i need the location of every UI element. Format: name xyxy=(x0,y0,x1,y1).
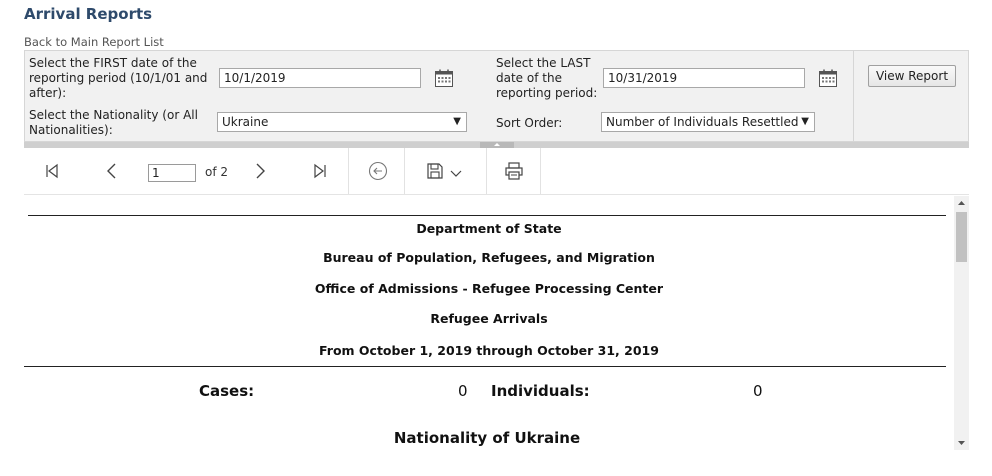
sort-order-label: Sort Order: xyxy=(496,116,563,130)
nationality-selected-value: Ukraine xyxy=(222,115,269,129)
toolbar-separator xyxy=(348,148,349,194)
nationality-heading: Nationality of Ukraine xyxy=(393,429,581,447)
report-scrollbar[interactable] xyxy=(954,196,969,450)
report-bottom-rule xyxy=(24,366,946,367)
toolbar-separator xyxy=(486,148,487,194)
last-page-button[interactable] xyxy=(306,148,334,194)
last-date-label: Select the LAST date of the reporting period: xyxy=(496,56,598,100)
cases-label: Cases: xyxy=(199,382,255,400)
report-department: Department of State xyxy=(416,221,562,236)
dropdown-arrow-icon: ▼ xyxy=(453,116,461,127)
report-date-range: From October 1, 2019 through October 31, 2019 xyxy=(319,343,659,358)
chevron-down-icon xyxy=(450,169,462,179)
report-viewer xyxy=(24,196,954,456)
report-bureau: Bureau of Population, Refugees, and Migration xyxy=(323,250,655,265)
first-date-input[interactable]: 10/1/2019 xyxy=(219,68,421,88)
next-page-button[interactable] xyxy=(246,148,274,194)
current-page-input[interactable]: 1 xyxy=(148,164,196,182)
back-to-parent-button[interactable] xyxy=(364,148,392,194)
cases-value: 0 xyxy=(458,382,468,400)
report-parameters-panel xyxy=(24,50,854,142)
page-count-text: of 2 xyxy=(205,165,229,179)
sort-order-selected-value: Number of Individuals Resettled xyxy=(606,115,799,129)
nationality-label: Select the Nationality (or All Nationalities): xyxy=(29,108,198,137)
back-to-main-report-list-link[interactable]: Back to Main Report List xyxy=(24,35,164,49)
sort-order-select[interactable] xyxy=(601,112,815,132)
report-top-rule xyxy=(28,215,946,216)
first-date-calendar-icon[interactable] xyxy=(434,68,454,88)
last-date-calendar-icon[interactable] xyxy=(818,68,838,88)
first-page-button[interactable] xyxy=(38,148,66,194)
last-page-icon xyxy=(312,163,328,179)
chevron-left-icon xyxy=(104,162,120,180)
dropdown-arrow-icon: ▼ xyxy=(801,116,809,127)
page-title: Arrival Reports xyxy=(24,5,153,23)
previous-page-button[interactable] xyxy=(98,148,126,194)
back-arrow-circle-icon xyxy=(368,161,388,181)
first-date-label: Select the FIRST date of the reporting period (10/1/01 and after): xyxy=(29,56,208,100)
individuals-label: Individuals: xyxy=(491,382,590,400)
printer-icon xyxy=(504,161,524,181)
export-save-button[interactable] xyxy=(422,148,466,194)
first-page-icon xyxy=(44,163,60,179)
last-date-input[interactable]: 10/31/2019 xyxy=(603,68,805,88)
save-icon xyxy=(426,162,444,180)
report-office: Office of Admissions - Refugee Processing Center xyxy=(314,281,664,296)
toolbar-separator xyxy=(540,148,541,194)
scroll-down-arrow-icon[interactable] xyxy=(954,436,969,450)
view-report-button[interactable]: View Report xyxy=(868,65,956,87)
chevron-right-icon xyxy=(252,162,268,180)
view-report-panel xyxy=(854,50,969,142)
toolbar-separator xyxy=(404,148,405,194)
scrollbar-thumb[interactable] xyxy=(956,212,967,262)
report-heading: Refugee Arrivals xyxy=(430,311,548,326)
nationality-select[interactable] xyxy=(217,112,467,132)
individuals-value: 0 xyxy=(753,382,763,400)
print-button[interactable] xyxy=(500,148,528,194)
scroll-up-arrow-icon[interactable] xyxy=(954,196,969,210)
report-toolbar xyxy=(24,148,969,195)
